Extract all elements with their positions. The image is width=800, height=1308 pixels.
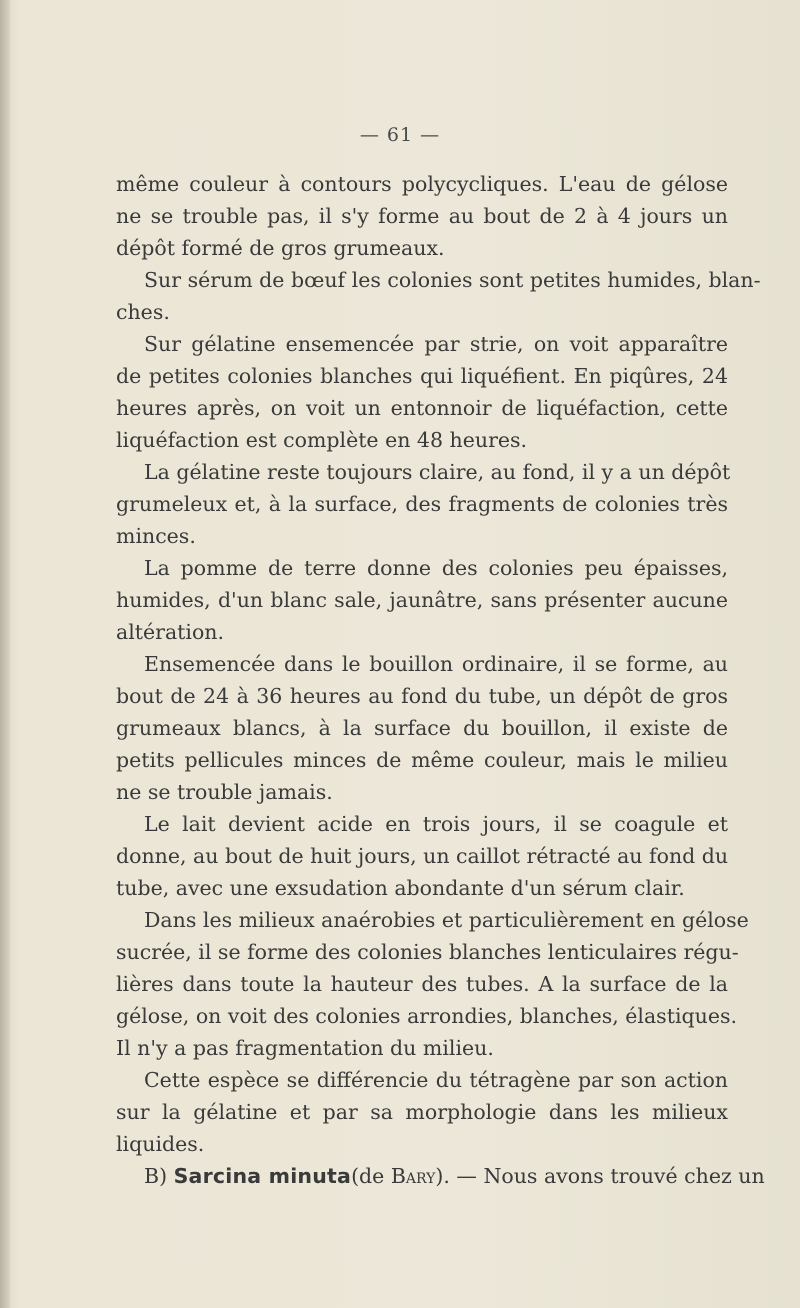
text-line: Dans les milieux anaérobies et particulièrement en gélose <box>144 908 749 932</box>
text-line: donne, au bout de huit jours, un caillot rétracté au fond du <box>116 844 729 868</box>
text-line: grumeaux blancs, à la surface du bouillon, il existe de <box>116 716 728 740</box>
text-line: gélose, on voit des colonies arrondies, blanches, élastiques. <box>116 1004 737 1028</box>
text-line: sucrée, il se forme des colonies blanches lenticulaires régu- <box>116 940 739 964</box>
species-name: Sarcina minuta <box>173 1164 352 1188</box>
final-line <box>116 1160 765 1192</box>
author-name: Bary <box>390 1164 436 1188</box>
text-line: même couleur à contours polycycliques. L'eau de gélose <box>116 172 728 196</box>
text-line: heures après, on voit un entonnoir de liquéfaction, cette <box>116 396 728 420</box>
text-line: Sur sérum de bœuf les colonies sont petites humides, blan- <box>144 268 761 292</box>
text-line: Il n'y a pas fragmentation du milieu. <box>116 1036 494 1060</box>
text-line: Le lait devient acide en trois jours, il se coagule et <box>144 812 728 836</box>
text-line: dépôt formé de gros grumeaux. <box>116 236 445 260</box>
author-prefix: (de <box>351 1164 385 1188</box>
text-line: liquides. <box>116 1132 205 1156</box>
text-line: Ensemencée dans le bouillon ordinaire, il se forme, au <box>144 652 728 676</box>
text-line: grumeleux et, à la surface, des fragments de colonies très <box>116 492 728 516</box>
text-line: bout de 24 à 36 heures au fond du tube, un dépôt de gros <box>116 684 728 708</box>
text-line: ches. <box>116 300 170 324</box>
text-line: ne se trouble pas, il s'y forme au bout de 2 à 4 jours un <box>116 204 728 228</box>
text-line: altération. <box>116 620 225 644</box>
text-line: La pomme de terre donne des colonies peu épaisses, <box>144 556 728 580</box>
text-line: humides, d'un blanc sale, jaunâtre, sans présenter aucune <box>116 588 728 612</box>
page-binding-edge <box>0 0 10 1308</box>
text-line: liquéfaction est complète en 48 heures. <box>116 428 528 452</box>
text-line: ne se trouble jamais. <box>116 780 333 804</box>
text-line-final <box>116 1160 765 1192</box>
text-line: La gélatine reste toujours claire, au fond, il y a un dépôt <box>144 460 731 484</box>
text-line: lières dans toute la hauteur des tubes. A la surface de la <box>116 972 728 996</box>
section-letter: B) <box>144 1164 168 1188</box>
text-line: tube, avec une exsudation abondante d'un sérum clair. <box>116 876 685 900</box>
final-line-rest: ). — Nous avons trouvé chez un <box>435 1164 765 1188</box>
text-line: de petites colonies blanches qui liquéfient. En piqûres, 24 <box>116 364 728 388</box>
text-line: petits pellicules minces de même couleur, mais le milieu <box>116 748 728 772</box>
paragraphs <box>116 168 761 1160</box>
page-number: — 61 — <box>359 124 441 146</box>
text-line: sur la gélatine et par sa morphologie dans les milieux <box>116 1100 728 1124</box>
body-text <box>116 168 765 1192</box>
text-line: minces. <box>116 524 196 548</box>
text-line: Sur gélatine ensemencée par strie, on voit apparaître <box>144 332 728 356</box>
text-line: Cette espèce se différencie du tétragène par son action <box>144 1068 728 1092</box>
